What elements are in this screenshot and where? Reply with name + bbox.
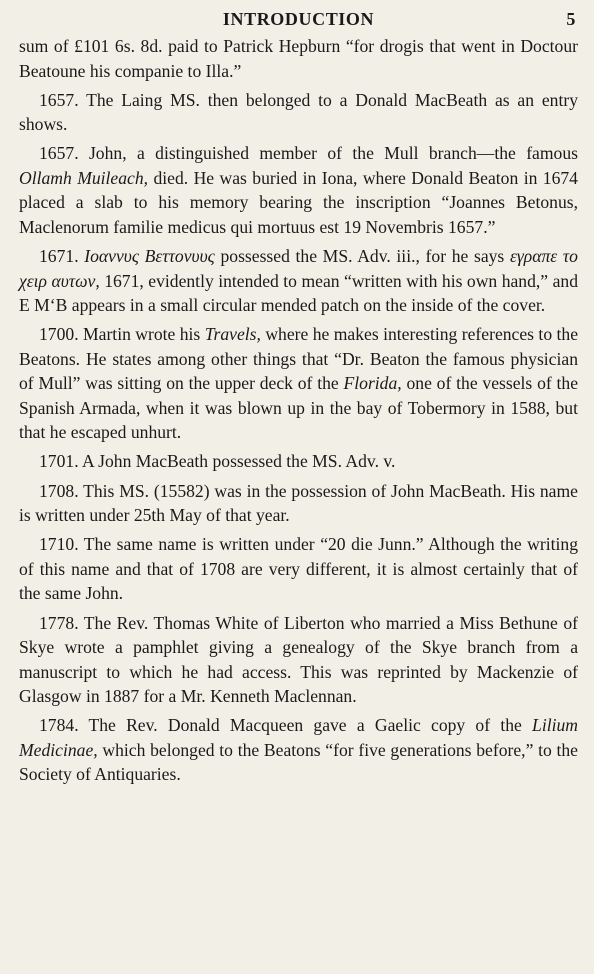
text-run: 1657. John, a distinguished member of the Mull branch—the famous	[39, 143, 578, 164]
text-run: 1778. The Rev. Thomas White of Liberton who married a Miss Bethune of Skye wrote a pamphlet giving a genealogy of the Skye branch from a manuscript to which he had access. This was reprinted by Mackenzie of Glasgow in 1887 for a Mr. Kenneth Maclennan.	[19, 612, 578, 706]
italic-text: Lilium Medicinae,	[19, 715, 578, 760]
text-run: 1708. This MS. (15582) was in the possession of John MacBeath. His name is written under 25th May of that year.	[19, 480, 578, 526]
italic-text: Ollamh Muileach,	[19, 167, 149, 188]
page-number: 5	[566, 9, 576, 29]
page-title: INTRODUCTION	[222, 9, 375, 29]
body-text	[19, 34, 578, 787]
text-run: 1671.	[39, 246, 85, 267]
chronology-entry	[19, 479, 578, 528]
text-run: 1710. The same name is written under “20 die Junn.” Although the writing of this name and that of 1708 are very different, it is almost certainly that of the same John.	[19, 534, 578, 604]
text-run: sum of £101 6s. 8d. paid to Patrick Hepburn “for drogis that went in Doctour Beatoune his companie to Illa.”	[19, 36, 578, 81]
text-run: 1657. The Laing MS. then belonged to a Donald MacBeath as an entry shows.	[19, 89, 578, 135]
text-run: one of the vessels of the Spanish Armada, when it was blown up in the bay of Tobermory in 1588, but that he escaped unhurt.	[19, 373, 579, 443]
chronology-entry	[19, 88, 578, 137]
text-run: died. He was buried in Iona, where Donald Beaton in 1674 placed a slab to his memory bearing the inscription “Joannes Betonus, Maclenorum familie medicus qui mortuus est 19 Novembris 1657.”	[19, 167, 578, 237]
text-run: 1671, evidently intended to mean “written with his own hand,” and E M‘B appears in a small circular mended patch on the inside of the cover.	[19, 270, 578, 316]
text-run: which belonged to the Beatons “for five generations before,” to the Society of Antiquaries.	[19, 739, 578, 785]
text-run: possessed the MS. Adv. iii., for he says	[214, 246, 510, 267]
italic-text: Travels,	[204, 324, 261, 345]
chronology-entry	[19, 713, 578, 787]
chronology-entry	[19, 449, 578, 474]
running-head	[19, 8, 578, 34]
italic-text: Florida,	[343, 373, 402, 394]
text-run: where he makes interesting references to the Beatons. He states among other things that “Dr. Beaton the famous physician of Mull” was sitting on the upper deck of the	[19, 324, 579, 394]
italic-text: εγραπε το χειρ αυτων,	[19, 246, 578, 291]
continued-paragraph	[19, 34, 578, 83]
text-run: 1784. The Rev. Donald Macqueen gave a Gaelic copy of the	[39, 715, 533, 736]
chronology-entry	[19, 141, 578, 239]
chronology-entry	[19, 532, 578, 606]
chronology-entry	[19, 322, 578, 445]
italic-text: Ιοαννυς Βεττονυυς	[84, 246, 215, 267]
chronology-entry	[19, 244, 578, 318]
text-run: 1701. A John MacBeath possessed the MS. Adv. v.	[39, 451, 396, 472]
text-run: 1700. Martin wrote his	[39, 324, 205, 345]
chronology-entry	[19, 611, 578, 709]
